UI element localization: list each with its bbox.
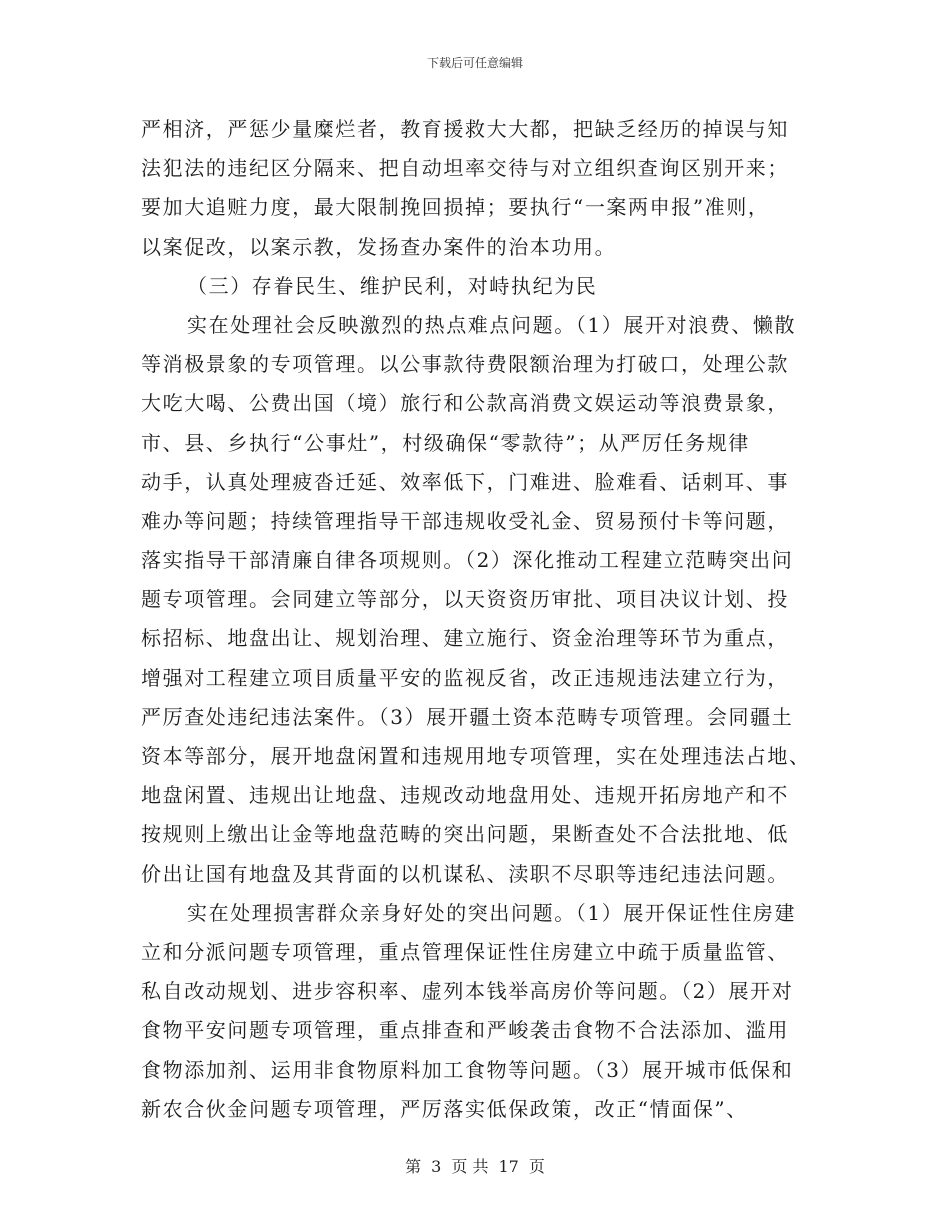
body-line: 要加大追赃力度，最大限制挽回损掉；要执行“一案两申报”准则， [141, 195, 770, 220]
body-line: 私自改动规划、进步容积率、虚列本钱举高房价等问题。（2）展开对 [141, 979, 794, 1004]
body-line: 立和分派问题专项管理，重点管理保证性住房建立中疏于质量监管、 [141, 939, 789, 964]
total-page-count: 17 [498, 1157, 519, 1176]
body-line: 大吃大喝、公费出国（境）旅行和公款高消费文娱运动等浪费景象， [141, 391, 789, 416]
footer-suffix: 页 [528, 1157, 545, 1176]
body-line: 落实指导干部清廉自律各项规则。（2）深化推动工程建立范畴突出问 [141, 548, 794, 573]
section-heading: （三）存眷民生、维护民利，对峙执纪为民 [187, 273, 598, 298]
paragraph-start-line: 实在处理损害群众亲身好处的突出问题。（1）展开保证性住房建 [187, 900, 797, 925]
body-line: 价出让国有地盘及其背面的以机谋私、渎职不尽职等违纪违法问题。 [141, 861, 789, 886]
body-line: 资本等部分，展开地盘闲置和违规用地专项管理，实在处理违法占地、 [141, 744, 811, 768]
paragraph-start-line: 实在处理社会反映激烈的热点难点问题。（1）展开对浪费、懒散 [187, 312, 797, 337]
page-header-note: 下载后可任意编辑 [426, 56, 523, 70]
body-line: 市、县、乡执行“公事灶”，村级确保“零款待”；从严厉任务规律 [141, 430, 750, 455]
footer-prefix: 第 [405, 1157, 422, 1176]
page-footer [0, 1154, 950, 1177]
body-line: 食物添加剂、运用非食物原料加工食物等问题。（3）展开城市低保和 [141, 1057, 794, 1082]
body-line: 严厉查处违纪违法案件。（3）展开疆土资本范畴专项管理。会同疆土 [141, 704, 794, 729]
body-line: 地盘闲置、违规出让地盘、违规改动地盘用处、违规开拓房地产和不 [141, 783, 789, 808]
body-line: 以案促改，以案示教，发扬查办案件的治本功用。 [141, 234, 617, 259]
body-line: 食物平安问题专项管理，重点排查和严峻袭击食物不合法添加、滥用 [141, 1018, 789, 1043]
body-line: 题专项管理。会同建立等部分，以天资资历审批、项目决议计划、投 [141, 587, 789, 612]
body-line: 新农合伙金问题专项管理，严厉落实低保政策，改正“情面保”、 [141, 1096, 748, 1121]
body-line: 增强对工程建立项目质量平安的监视反省，改正违规违法建立行为， [141, 665, 789, 690]
current-page-number: 3 [431, 1157, 442, 1176]
body-line: 法犯法的违纪区分隔来、把自动坦率交待与对立组织查询区别开来； [141, 156, 789, 181]
body-line: 等消极景象的专项管理。以公事款待费限额治理为打破口，处理公款 [141, 352, 789, 377]
body-line: 标招标、地盘出让、规划治理、建立施行、资金治理等环节为重点， [141, 626, 789, 651]
body-line: 动手，认真处理疲沓迁延、效率低下，门难进、脸难看、话刺耳、事 [141, 469, 789, 494]
body-line: 难办等问题；持续管理指导干部违规收受礼金、贸易预付卡等问题， [141, 508, 789, 533]
footer-middle: 页 共 [451, 1157, 489, 1176]
body-line: 严相济，严惩少量糜烂者，教育援救大大都，把缺乏经历的掉误与知 [141, 117, 789, 141]
body-line: 按规则上缴出让金等地盘范畴的突出问题，果断查处不合法批地、低 [141, 822, 789, 847]
document-body [141, 110, 811, 1129]
